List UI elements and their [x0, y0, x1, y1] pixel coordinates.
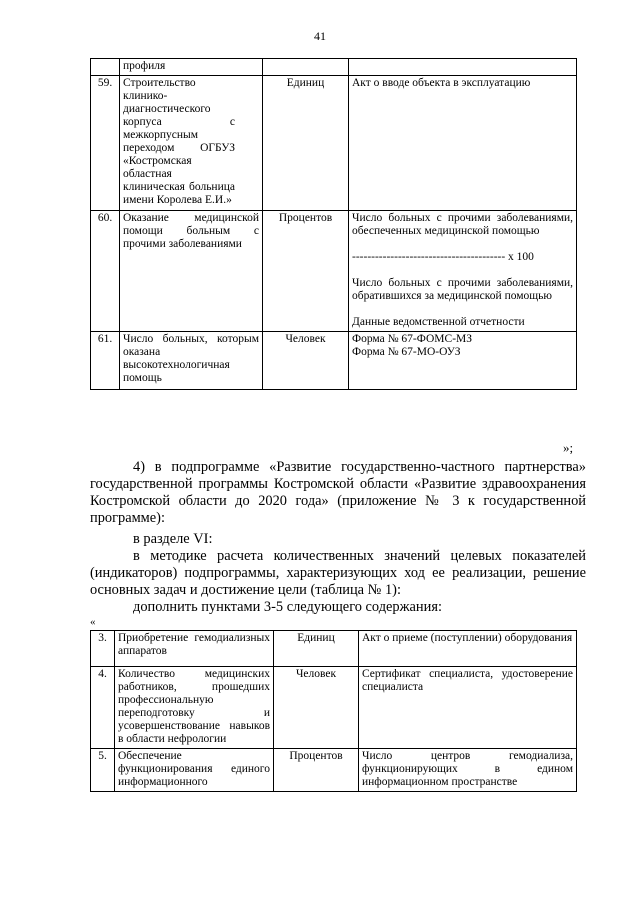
- opening-quote: «: [90, 616, 96, 628]
- unit-cell: Процентов: [274, 749, 359, 792]
- unit-cell: Процентов: [263, 211, 349, 332]
- unit-cell: Единиц: [274, 631, 359, 667]
- indicator-name-text: Строительство клинико-диагностического корпуса с межкорпусным переходом ОГБУЗ «Костромская областная клиническая больница имени Королева Е.И.»: [123, 77, 235, 206]
- table-row: [91, 211, 577, 332]
- source-line: Акт о вводе объекта в эксплуатацию: [352, 77, 531, 89]
- indicator-name: Оказание медицинской помощи больным с прочими заболеваниями: [120, 211, 263, 332]
- paragraph-supplement: дополнить пунктами 3-5 следующего содержания:: [133, 599, 442, 615]
- source-cell: Число центров гемодиализа, функционирующих в едином информационном пространстве: [359, 749, 577, 792]
- page-number: 41: [314, 29, 326, 43]
- row-number: 61.: [91, 332, 120, 390]
- source-cell: [349, 211, 577, 332]
- source-cell: Акт о приеме (поступлении) оборудования: [359, 631, 577, 667]
- row-number: 4.: [91, 667, 115, 749]
- data-source-note: Данные ведомственной отчетности: [352, 316, 525, 328]
- paragraph-subprogram: 4) в подпрограмме «Развитие государственно-частного партнерства» государственной программы Костромской области «Развитие здравоохранения Костромской области до 2020 года» (приложение № 3 к государственной программе):: [90, 459, 586, 526]
- indicator-table-2: [90, 630, 577, 792]
- table-row: [91, 667, 577, 749]
- source-line: Форма № 67-ФОМС-МЗ: [352, 333, 473, 345]
- unit-cell: Человек: [263, 332, 349, 390]
- source-cell: [349, 332, 577, 390]
- indicator-table-1: [90, 58, 577, 390]
- unit-cell: Человек: [274, 667, 359, 749]
- table-row: [91, 749, 577, 792]
- source-cell: [349, 76, 577, 211]
- source-line: Форма № 67-МО-ОУЗ: [352, 346, 461, 358]
- source-cell: [349, 59, 577, 76]
- formula-divider: ---------------------------------------- x 100: [352, 251, 534, 263]
- indicator-name: Обеспечение функционирования единого информационного: [115, 749, 274, 792]
- row-number: 5.: [91, 749, 115, 792]
- source-cell: Сертификат специалиста, удостоверение специалиста: [359, 667, 577, 749]
- table-row: [91, 631, 577, 667]
- indicator-name: профиля: [120, 59, 263, 76]
- unit-cell: [263, 59, 349, 76]
- paragraph-section: в разделе VI:: [133, 531, 213, 547]
- formula-denominator: Число больных с прочими заболеваниями, обратившихся за медицинской помощью: [352, 277, 573, 302]
- row-number: 3.: [91, 631, 115, 667]
- indicator-name: Приобретение гемодиализных аппаратов: [115, 631, 274, 667]
- unit-cell: Единиц: [263, 76, 349, 211]
- row-number: 60.: [91, 211, 120, 332]
- row-number: [91, 59, 120, 76]
- table-row: [91, 76, 577, 211]
- indicator-name: [120, 76, 263, 211]
- table-row: [91, 59, 577, 76]
- table-row: [91, 332, 577, 390]
- indicator-name: Количество медицинских работников, прошедших профессиональную переподготовку и усовершенствование навыков в области нефрологии: [115, 667, 274, 749]
- indicator-name: Число больных, которым оказана высокотехнологичная помощь: [120, 332, 263, 390]
- row-number: 59.: [91, 76, 120, 211]
- closing-quote: »;: [563, 440, 574, 455]
- formula-numerator: Число больных с прочими заболеваниями, обеспеченных медицинской помощью: [352, 212, 573, 237]
- paragraph-methodology: в методике расчета количественных значений целевых показателей (индикаторов) подпрограммы, характеризующих ход ее реализации, решение основных задач и достижение цели (таблица № 1):: [90, 548, 586, 598]
